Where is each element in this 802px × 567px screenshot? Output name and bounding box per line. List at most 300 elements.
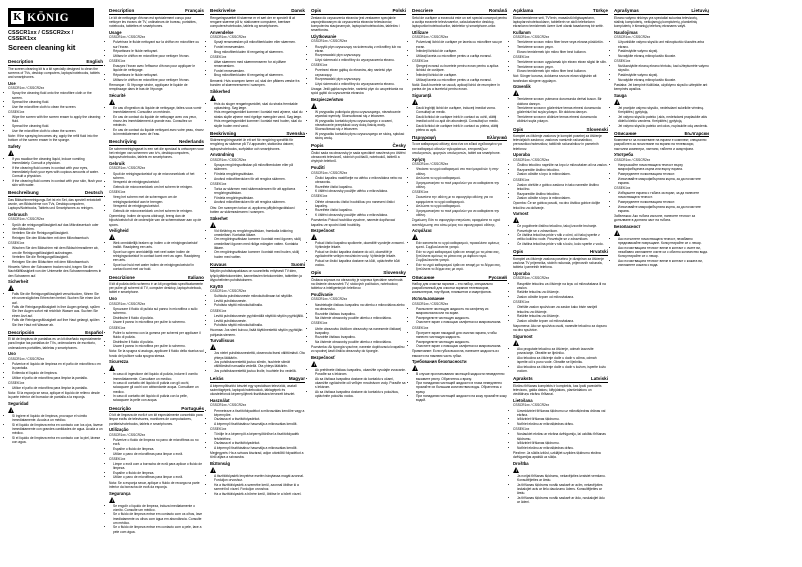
subsection-heading: Sicherheit bbox=[8, 279, 29, 285]
paragraph: CSSCR1xx / CSSCR2xx bbox=[513, 35, 550, 40]
list-item: • Usare il panno in microfibra per pulire lo schermo. bbox=[113, 344, 204, 348]
list-item: • Utilice el paño de microfibra para limpiar la pantalla. bbox=[12, 376, 103, 380]
section-language: Polski bbox=[392, 8, 406, 13]
section-title: Apraksts bbox=[513, 376, 533, 382]
list-item: • Hvis rengøringsmidlet kommer i kontakt med øjnene, skal du straks skylle øjnene med rigelige mængder vand. Søg læge. bbox=[214, 110, 305, 118]
instruction-list bbox=[614, 191, 709, 213]
list-item: • Εάν το υγρό καθαρισμού έρθει σε επαφή με το δέρμα σας, ξεπλύνετε το δέρμα σας με νερό. bbox=[416, 263, 507, 271]
column-2 bbox=[109, 8, 204, 563]
list-item: • Spruzzare il fluido di pulizia sul panno in microfibra o sullo schermo. bbox=[113, 307, 204, 315]
section-language: Magyar bbox=[288, 376, 305, 382]
list-item: • Na čistenie obrazovky použite utierku z mikrovlákna. bbox=[315, 316, 406, 320]
list-item: • Pokud čisticí kapalinu spolknete, okamžitě vyvolejte zvracení. Vyhledejte lékaře. bbox=[315, 241, 406, 249]
subsection-heading: Безопасност bbox=[614, 224, 641, 229]
section-title: Descrizione bbox=[109, 274, 135, 280]
list-item: • Întindeţi lichidul de curăţare. bbox=[416, 73, 507, 77]
paragraph: CSSEK1xx bbox=[8, 380, 25, 385]
list-item: • Gebruik de microvezeldoek om het scherm te reinigen. bbox=[113, 185, 204, 189]
list-item: • Torka av skärmen med skärmraderaren för att applicera rengöringsvätskan. bbox=[214, 187, 305, 195]
list-item: • Veeg het scherm met de schermgum om de reinigingsvloeistof aan te brengen. bbox=[113, 195, 204, 203]
subsection-heading: Uporaba bbox=[513, 152, 530, 158]
subsection-heading: Anvendelse bbox=[210, 29, 234, 35]
list-item: • Falls Sie die Reinigungsflüssigkeit verschlucken, führen Sie ein unverzügliches Erbrechen herbei. Suchen Sie einen Arzt auf. bbox=[12, 292, 103, 305]
paragraph: CSSEK1xx bbox=[109, 325, 126, 330]
section-language: Slovensky bbox=[383, 270, 406, 276]
list-item: • A képernyő tisztításához használja a mikroszálas kendőt. bbox=[214, 446, 305, 450]
list-item: • Utilice el paño de microfibra para limpiar la pantalla. bbox=[12, 386, 103, 390]
list-item: • Nuvalykite ekraną mikropluošto šluoste. bbox=[618, 78, 709, 82]
list-item: • Se o fluido de limpeza entrar em contacto com a pele, lave a pele com água. bbox=[113, 525, 204, 533]
instruction-list bbox=[311, 200, 406, 218]
paragraph: Obs: Om svampen torkar ut, applicera påfyllningsvätskan i botten av skärmraderaren i svampen. bbox=[210, 205, 296, 214]
paragraph: CSSEK1xx bbox=[614, 59, 631, 64]
list-item: • Wek onmiddellijk braken op indien u de reinigingsvloeistof inslikt. Raadpleeg een arts. bbox=[113, 241, 204, 249]
list-item: • Fordel rensevæsken. bbox=[214, 69, 305, 73]
list-item: • Zaslon obrišite z gobico zaslona in tako nanesite čistilno tekočino. bbox=[517, 183, 608, 191]
instruction-list bbox=[412, 195, 507, 217]
column-1 bbox=[8, 8, 103, 563]
paragraph: CSSCR1xx / CSSCR2xx bbox=[513, 276, 550, 281]
instruction-list bbox=[8, 115, 103, 133]
paragraph: The screen cleaning kit is a kit specially designed to clean the screens of TVs, desktop computers, laptops/notebooks, tablets and smartphones. bbox=[8, 66, 100, 79]
instruction-list bbox=[109, 64, 204, 82]
section-header-lv bbox=[513, 376, 608, 383]
warning-triangle-icon: ! bbox=[109, 99, 116, 105]
section-language: Ελληνικά bbox=[486, 134, 507, 140]
section-header-it bbox=[109, 275, 204, 282]
list-item: • Spoel uw ogen onmiddellijk met veel water indien de reinigingsvloeistof in contact komt met uw ogen. Raadpleeg een arts. bbox=[113, 250, 204, 263]
list-item: • Izlīdziniet tīrīšanas šķidrumu. bbox=[517, 441, 608, 445]
list-item: • Utilisez le chiffon en microfibre pour nettoyer l'écran. bbox=[113, 78, 204, 82]
list-item: • En cas de contact du liquide de nettoyage avec vos yeux, rincez-les immédiatement à grande eau. Consultez un médecin. bbox=[113, 115, 204, 128]
list-item: • Rozprowadzić płyn czyszczący. bbox=[315, 77, 406, 81]
instruction-list bbox=[210, 187, 305, 205]
instruction-list bbox=[109, 504, 204, 534]
list-item: • Użyć ściereczki z mikrofibry do wyczyszczenia ekranu. bbox=[315, 82, 406, 86]
language-section-nl bbox=[109, 139, 204, 272]
language-section-hr bbox=[513, 249, 608, 374]
list-item: • Répartissez le fluide nettoyant. bbox=[113, 73, 204, 77]
subsection-heading: Käyttö bbox=[210, 283, 224, 289]
brand-header bbox=[8, 8, 103, 55]
subsection-heading: Siguranţă bbox=[412, 92, 432, 98]
list-item: • Falls die Reinigungsflüssigkeit in Ihre Augen gelangt, spülen Sie Ihre Augen sofort mit reichlich Wasser aus. Suchen Sie einen Arzt auf. bbox=[12, 305, 103, 318]
paragraph: CSSEK1xx bbox=[412, 325, 429, 330]
list-item: • При попадании чистящей жидкости в глаза немедленно промойте их большим количеством воды. Обратитесь к врачу. bbox=[416, 381, 507, 394]
subsection-heading: Bezpečnost bbox=[311, 228, 335, 234]
subsection-heading: Varnost bbox=[513, 211, 529, 217]
instruction-list bbox=[109, 438, 204, 456]
list-item: • Sprøjt rensevæsken på mikrofiberkluden eller skærmen. bbox=[214, 40, 305, 44]
section-header-sk bbox=[311, 270, 406, 277]
language-section-el bbox=[412, 135, 507, 273]
instruction-list bbox=[210, 294, 305, 307]
list-item: • Če čistilna tekočina pride v stik s kožo, kožo sperite z vodo. bbox=[517, 242, 608, 246]
subsection-heading: Lietošana bbox=[513, 397, 533, 403]
list-item: • Spraya rengöringsvätskan på mikrofiberduken eller på skärmen. bbox=[214, 163, 305, 171]
subsection-heading: Utilizare bbox=[412, 29, 429, 35]
subsection-heading: Uso bbox=[8, 351, 16, 357]
paragraph: CSSCR1xx / CSSCR2xx bbox=[311, 39, 348, 44]
list-item: • Rozpylić płyn czyszczący na ściereczkę z mikrofibry lub na ekran. bbox=[315, 45, 406, 53]
list-item: • Przetrzeć ekran gąbką do ekranów, aby nanieść płyn czyszczący. bbox=[315, 68, 406, 76]
instruction-list bbox=[513, 282, 608, 300]
instruction-list bbox=[311, 241, 406, 267]
list-item: • Paskirstykite valymo skystį. bbox=[618, 49, 709, 53]
instruction-list bbox=[311, 327, 406, 345]
language-section-tr bbox=[513, 8, 608, 125]
list-item: • Använd mikrofiberduken för att rengöra skärmen. bbox=[214, 177, 305, 181]
list-item: • Izlīdziniet tīrīšanas šķidrumu. bbox=[517, 417, 608, 421]
list-item: • Zaslon očistite krpom od mikrovlakana. bbox=[517, 319, 608, 323]
column-3 bbox=[210, 8, 305, 563]
instruction-list bbox=[210, 409, 305, 427]
list-item: • Wischen Sie den Bildschirm mit dem Bildschirmradierer ab, um die Reinigungsflüssigkeit aufzutragen. bbox=[12, 246, 103, 254]
warning-triangle-icon: ! bbox=[513, 90, 520, 96]
section-header-bg bbox=[614, 131, 709, 138]
subsection-heading: Использование bbox=[412, 296, 445, 302]
paragraph: CSSCR1xx / CSSCR2xx bbox=[513, 157, 550, 162]
list-item: • Очистите экран с помощью салфетки из микроволокна. bbox=[416, 320, 507, 324]
list-item: • Oszlassa el a tisztítófolyadékot. bbox=[214, 441, 305, 445]
paragraph: Забележка: Ако гъбата изсъхне, нанесете течност за допълване в долната част на гъбата. bbox=[614, 214, 696, 223]
subsection-heading: Gebruik bbox=[109, 160, 125, 166]
list-item: • Распределите чистящую жидкость. bbox=[416, 316, 507, 320]
list-item: • Ha a tisztítófolyadék a szemébe kerül, azonnal öblítse ki a szemét bő vízzel. Forduljon orvoshoz. bbox=[214, 483, 305, 491]
section-header-ro bbox=[412, 8, 507, 15]
instruction-list bbox=[412, 106, 507, 132]
instruction-list bbox=[8, 157, 103, 187]
list-item: • Razporedite čistilno tekočino. bbox=[517, 192, 608, 196]
warning-triangle-icon: ! bbox=[311, 103, 318, 109]
list-item: • Temizleme sıvısını yayın. bbox=[517, 45, 608, 49]
list-item: • K čištění obrazovky použijte utěrku z mikrovlákna. bbox=[315, 213, 406, 217]
column-6 bbox=[513, 8, 608, 563]
instruction-list bbox=[311, 45, 406, 63]
instruction-list bbox=[109, 172, 204, 190]
paragraph: Piezīme: Ja sūklis izžūst, uzklājiet uzpildes šķidrumu ekrāna dzēšgumijas apakšā uz sūkļa. bbox=[513, 451, 601, 460]
section-language: Hrvatski bbox=[589, 249, 608, 255]
list-item: • Ak sa čistiaca kvapalina dostane do kontaktu s pokožkou, opláchnite pokožku vodou. bbox=[315, 390, 406, 398]
list-item: • Ekranı temizlemek için mikro fiber bezi kullanın. bbox=[517, 69, 608, 73]
paragraph: Примечание: Если губка высохла, нанесите жидкость из емкости на нижнюю часть губки. bbox=[412, 349, 499, 358]
list-item: • Напръскайте почистващата течност върху микрофибърната кърпа или върху екрана. bbox=[618, 163, 709, 171]
logo-letter: K bbox=[11, 11, 24, 24]
instruction-list bbox=[210, 314, 305, 327]
list-item: • Wipe the screen with the screen eraser to apply the cleaning fluid. bbox=[12, 115, 103, 123]
instruction-list bbox=[210, 40, 305, 53]
paragraph: CSSCR1xx / CSSCR2xx bbox=[513, 403, 550, 408]
paragraph: CSSEK1xx bbox=[412, 59, 429, 64]
subsection-heading: Ασφάλεια bbox=[412, 228, 432, 234]
subsection-heading: Bezpečnosť bbox=[311, 355, 336, 361]
instruction-list bbox=[109, 372, 204, 402]
list-item: • Temizleme sıvısının cildinize temas etmesi durumunda cildinizi suyla yıkayın. bbox=[517, 115, 608, 123]
section-header-hu bbox=[210, 376, 305, 383]
paragraph: El kit de limpieza de pantallas es un kit diseñado especialmente para limpiar las pantallas de TVs, ordenadores de escritorio, ordenadores portátiles, tabletas y smartphones. bbox=[8, 337, 102, 350]
language-section-hu bbox=[210, 376, 305, 497]
list-item: • Notīriet ekrānu ar mikrošķiedras drānu. bbox=[517, 422, 608, 426]
list-item: • Utrite obrazovku čističom obrazovky na nanesenie čistiacej kvapaliny. bbox=[315, 327, 406, 335]
list-item: • Ja tīrīšanas šķidrums nonāk saskarē ar ādu, noskalojiet ādu ar ūdeni. bbox=[517, 496, 608, 504]
list-item: • Permetezze a tisztítófolyadékot a mikroszálas kendőre vagy a képernyőre. bbox=[214, 409, 305, 417]
paragraph: CSSCR1xx / CSSCR2xx bbox=[614, 157, 651, 162]
subsection-heading: Safety bbox=[8, 143, 21, 149]
list-item: • Usare il panno in microfibra per pulire lo schermo. bbox=[113, 320, 204, 324]
list-item: • Използвайте микрофибърната кърпа, за да почистите екрана. bbox=[618, 177, 709, 185]
list-item: • Utilisez le chiffon en microfibre pour nettoyer l'écran. bbox=[113, 54, 204, 58]
list-item: • Pulverize o fluido de limpeza no pano de microfibras ou no ecrã. bbox=[113, 438, 204, 446]
paragraph: Το κιτ καθαρισμού οθόνης είναι ένα κιτ ειδικά σχεδιασμένο για τον καθαρισμό οθονών τηλεοράσεων, επιτραπέζιων υπολογιστών, φορητών υπολογιστών, tablet και smartphone. bbox=[412, 142, 502, 155]
list-item: • Pulverice el líquido de limpieza en el paño de microfibra o en la pantalla. bbox=[12, 362, 103, 370]
logo-wordmark: KÖNIG bbox=[27, 11, 70, 24]
paragraph: Nota: Se a esponja secar, aplique o fluido de recarga na parte inferior da borracha de ecrã da esponja. bbox=[109, 480, 200, 489]
section-header-fi bbox=[210, 262, 305, 269]
list-item: • Utilize o pano de microfibras para limpar o ecrã. bbox=[113, 452, 204, 456]
warning-triangle-icon: ! bbox=[614, 99, 621, 105]
paragraph: Note: If the spraying becomes dry, apply the refill fluid into the bottom of the screen eraser in the sponge. bbox=[8, 133, 98, 143]
section-title: Beschrijving bbox=[109, 139, 137, 145]
model-numbers: CSSCR1xx / CSSCR2xx / CSSEK1xx bbox=[8, 30, 74, 42]
instruction-list bbox=[8, 246, 103, 264]
list-item: • Spread the cleaning fluid. bbox=[12, 100, 103, 104]
paragraph: Čisticí sada na obrazovky je sada speciálně navržená pro čištění obrazovek televizorů, stolních počítačů, notebooků, tabletů a chytrých telefonů. bbox=[311, 150, 406, 164]
list-item: • Разпределете почистващата течност. bbox=[618, 172, 709, 176]
language-section-es bbox=[8, 330, 103, 446]
instruction-list bbox=[614, 237, 709, 267]
list-item: • Utilize o pano de microfibras para limpar o ecrã. bbox=[113, 475, 204, 479]
section-title: Descripción bbox=[8, 329, 35, 335]
section-header-pt bbox=[109, 406, 204, 413]
list-item: • Čisticí kapalinu nastříkejte na utěrku z mikrovlákna nebo na obrazovku. bbox=[315, 176, 406, 184]
warning-triangle-icon: ! bbox=[8, 150, 15, 156]
list-item: • Använd mikrofiberduken för att rengöra skärmen. bbox=[214, 200, 305, 204]
instruction-list bbox=[513, 60, 608, 73]
instruction-list bbox=[412, 167, 507, 189]
list-item: • Se o fluido de limpeza entrar em contacto com os olhos, lave imediatamente os olhos com água em abundância. Consulte um médico. bbox=[113, 512, 204, 525]
section-title: Opis bbox=[513, 126, 524, 132]
paragraph: CSSEK1xx bbox=[412, 190, 429, 195]
paragraph: CSSCR1xx / CSSCR2xx bbox=[412, 301, 449, 306]
list-item: • Dacă lichidul de curăţare intră în contact cu ochii, clătiţi imediat ochii cu apă din abundenţă. Consultaţi un medic. bbox=[416, 115, 507, 123]
instruction-list bbox=[311, 110, 406, 140]
instruction-list bbox=[109, 462, 204, 480]
list-item: • Pulverizaţi lichid de curăţare pe laveta cu microfibre sau pe ecran. bbox=[416, 40, 507, 48]
warning-triangle-icon: ! bbox=[8, 407, 15, 413]
paragraph: CSSEK1xx bbox=[210, 308, 227, 313]
section-title: Описание bbox=[614, 130, 637, 136]
paragraph: CSSCR1xx / CSSCR2xx bbox=[311, 297, 348, 302]
instruction-list bbox=[210, 432, 305, 450]
paragraph: Hinweis: Wenn der Schwamm trocken wird, tragen Sie die Nachfüllflüssigkeit von der Unterseite des Schwammradierers in den Schwamm auf. bbox=[8, 265, 102, 278]
section-title: Описание bbox=[412, 274, 435, 280]
paragraph: CSSCR1xx / CSSCR2xx bbox=[8, 356, 45, 361]
list-item: • Nušluostykite ekraną ekrano trintuku, kad užteptumėte valymo skysčio. bbox=[618, 64, 709, 72]
list-item: • Ако погълнете почистващата течност, незабавно предизвикайте повръщане. Консултирайте се с лекар. bbox=[618, 237, 709, 245]
list-item: • Čistilno tekočino napršite na krpo iz mikrovlaken ali na zaslon. bbox=[517, 163, 608, 167]
list-item: • Verspreid de reinigingsvloeistof. bbox=[113, 204, 204, 208]
list-item: • Se engolir o líquido de limpeza, induza imediatamente o vómito. Consulte um médico. bbox=[113, 504, 204, 512]
list-item: • При попадании чистящей жидкости на кожу промойте кожу водой. bbox=[416, 394, 507, 402]
list-item: • Distribuire il fluido di pulizia. bbox=[113, 316, 204, 320]
paragraph: Nota: Se la spugna si asciuga, applicare il fluido della ricarica sul fondo del pulitore sulla spugna stessa. bbox=[109, 349, 204, 358]
paragraph: Il kit di pulizia dello schermo è un kit progettato specificatamente per pulire gli schermi di TV, computer desktop, laptop/notebook, tablet e smartphone. bbox=[109, 282, 204, 295]
warning-triangle-icon: ! bbox=[210, 95, 217, 101]
paragraph: Bemærk: Hvis svampen tørrer ud, skal der påføres væske fra bunden af skærmrenseren i svampen. bbox=[210, 78, 300, 87]
instruction-list bbox=[311, 68, 406, 86]
section-title: Beschreibung bbox=[8, 190, 39, 196]
section-title: Aprašymas bbox=[614, 8, 639, 13]
list-item: • Spread the cleaning fluid. bbox=[12, 124, 103, 128]
paragraph: De schermreinigingsset is een set die speciaal is ontworpen voor het reinigen van schermen van tv's, desktopcomputers, laptops/notebooks, tablets en smartphones. bbox=[109, 146, 204, 160]
subsection-heading: Uso bbox=[109, 296, 117, 302]
subsection-heading: Требования безопасности bbox=[412, 359, 467, 365]
list-item: • Dacă lichidul de curăţare intră în contact cu pielea, clătiţi pielea cu apă. bbox=[416, 124, 507, 132]
instruction-list bbox=[8, 91, 103, 109]
section-language: Dansk bbox=[291, 8, 305, 13]
list-item: • Om rengöringsvätskan kommer i kontakt med huden, skölj huden med vatten. bbox=[214, 250, 305, 258]
list-item: • Puhdista näyttö mikrokuituliinalla. bbox=[214, 323, 305, 327]
list-item: • Raširite tekućinu za čišćenje. bbox=[517, 290, 608, 294]
list-item: • If you swallow the cleaning liquid, induce vomiting immediately. Consult a physician. bbox=[12, 157, 103, 165]
subsection-heading: Sicurezza bbox=[109, 359, 129, 365]
section-header-cs bbox=[311, 143, 406, 150]
paragraph: Комплектът за почистване на екрани е комплект, специално разработен за почистване на екрани на телевизори, настолни компютри, лаптопи, таблети и смартфони. bbox=[614, 138, 707, 151]
subsection-heading: Naudojimas bbox=[614, 29, 638, 35]
subsection-heading: Veiligheid bbox=[109, 228, 129, 234]
list-item: • Raspršite tekućinu za čišćenje na krpu od mikrovlakana ili na zaslon. bbox=[517, 282, 608, 290]
list-item: • Notīriet ekrānu ar mikrošķiedras drānu. bbox=[517, 446, 608, 450]
subsection-heading: Segurança bbox=[109, 490, 131, 496]
list-item: • Om rengöringsvätskan kommer i kontakt med ögonen, skölj omedelbart ögonen med rikliga mängder vatten. Kontakta läkare. bbox=[214, 237, 305, 250]
paragraph: Megjegyzés: Ha a szivacs kiszárad, adjon utántöltő folyadékot a törlő aljára a szivacsba. bbox=[210, 451, 304, 460]
list-item: • Jei prarijote valymo skysčio, nedelsdami sukelkite vėmimą. Kreipkitės į gydytoją. bbox=[618, 106, 709, 114]
paragraph: CSSEK1xx bbox=[210, 54, 227, 59]
language-section-ru bbox=[412, 275, 507, 404]
subsection-heading: Säkerhet bbox=[210, 215, 228, 221]
list-item: • Paskirstykite valymo skystį. bbox=[618, 73, 709, 77]
warning-triangle-icon: ! bbox=[210, 467, 217, 473]
instruction-list bbox=[311, 303, 406, 321]
list-item: • Fördela rengöringsvätskan. bbox=[214, 196, 305, 200]
list-item: • Spray the cleaning fluid onto the microfibre cloth or the screen. bbox=[12, 91, 103, 99]
column-5 bbox=[412, 8, 507, 563]
list-item: • Vid förtäring av rengöringsvätskan, framkalla kräkning omedelbart. Kontakta läkare. bbox=[214, 229, 305, 237]
paragraph: CSSEK1xx bbox=[513, 300, 530, 305]
instruction-list bbox=[513, 305, 608, 323]
list-item: • Απλώστε το υγρό καθαρισμού. bbox=[416, 204, 507, 208]
language-section-sk bbox=[311, 270, 406, 399]
list-item: • Levitä puhdistusneste pyyhkimällä näyttöä näytön pyyhkijällä. bbox=[214, 314, 305, 318]
list-item: • Ak prehltnete čistiacu kvapalinu, okamžite vyvolajte zvracanie. Poraďte sa s lekárom. bbox=[315, 368, 406, 376]
subsection-heading: Sauga bbox=[614, 92, 627, 98]
language-section-sv bbox=[210, 131, 305, 260]
list-item: • Ако почистващата течност влезе в контакт с кожата ви, изплакнете кожата с вода. bbox=[618, 259, 709, 267]
subsection-heading: Güvenlik bbox=[513, 84, 531, 90]
list-item: • Ja norijat tīrīšanas šķidrumu, nekavējoties izraisiet vemšanu. Konsultējieties ar ārstu. bbox=[517, 474, 608, 482]
subsection-heading: Používanie bbox=[311, 291, 333, 297]
list-item: • Espalhe o fluido de limpeza. bbox=[113, 447, 204, 451]
list-item: • Si ingiere el líquido de limpieza, provoque el vómito inmediatamente. Acuda a un médico. bbox=[12, 414, 103, 422]
subsection-heading: Användning bbox=[210, 152, 235, 158]
list-item: • W przypadku kontaktu płynu czyszczącego ze skórą, spłukać skórę wodą. bbox=[315, 132, 406, 140]
paragraph: Zestaw do czyszczenia ekranów jest zestawem specjalnie zaprojektowanym do czyszczenia ekranów telewizorów, komputerów stacjonarnych, laptopów/notebooków, tabletów i smartfonów. bbox=[311, 15, 400, 33]
list-item: • Απλώστε το υγρό καθαρισμού. bbox=[416, 176, 507, 180]
instruction-list bbox=[614, 64, 709, 82]
list-item: • A képernyő tisztításához használja a mikroszálas kendőt. bbox=[214, 422, 305, 426]
column-4 bbox=[311, 8, 406, 563]
list-item: • Si el líquido de limpieza entra en contacto con los ojos, lávese inmediatamente con grandes cantidades de agua. Acuda a un médico. bbox=[12, 423, 103, 436]
list-item: • W przypadku kontaktu płynu czyszczącego z oczami, niezwłocznie przepłukać oczy dużą ilością wody. Skonsultować się z lekarzem. bbox=[315, 119, 406, 132]
subsection-heading: Turvallisuus bbox=[210, 338, 235, 344]
list-item: • Temizleme sıvısını mikro fiber beze veya ekrana püskürtün. bbox=[517, 40, 608, 44]
instruction-list bbox=[513, 40, 608, 53]
warning-triangle-icon: ! bbox=[109, 365, 116, 371]
list-item: • Zaslon očistite s krpo iz mikrovlaken. bbox=[517, 172, 608, 176]
list-item: • Εάν το υγρό καθαρισμού έρθει σε επαφή με τα μάτια σας, ξεπλύνετε αμέσως τα μάτια σας με άφθονο νερό. Συμβουλευτείτε γιατρό. bbox=[416, 250, 507, 263]
list-item: • Užpurkškite valymo skysčio ant mikropluošto šluostės arba ekrano. bbox=[618, 40, 709, 48]
list-item: • Brug mikrofiberkluden til rengøring af skærmen. bbox=[214, 73, 305, 77]
list-item: • Reinigen Sie den Bildschirm mit dem Mikrofasertuch. bbox=[12, 260, 103, 264]
section-title: Descrição bbox=[109, 405, 131, 411]
language-section-da bbox=[210, 8, 305, 129]
list-item: • Temizleme sıvısını yutmanız durumunda derhal kusun. Bir doktora danışın. bbox=[517, 97, 608, 105]
list-item: • Протрите экран насадкой для очистки экрана, чтобы нанести чистящую жидкость. bbox=[416, 331, 507, 339]
paragraph: CSSCR1xx / CSSCR2xx bbox=[109, 432, 146, 437]
subsection-heading: Użytkowanie bbox=[311, 33, 337, 39]
list-item: • Si el líquido de limpieza entra en contacto con la piel, lávese con agua. bbox=[12, 436, 103, 444]
subsection-heading: Biztonság bbox=[210, 461, 231, 466]
paragraph: Opomba: Če se gobica posuši, na dno čistilca gobice dolijte tekočino za dolivanje. bbox=[513, 201, 601, 210]
language-section-sl bbox=[513, 127, 608, 248]
list-item: • Pulire lo schermo con la gomma per schermi per applicare il fluido di pulizia. bbox=[113, 331, 204, 339]
list-item: • Fördela rengöringsvätskan. bbox=[214, 172, 305, 176]
paragraph: CSSEK1xx bbox=[109, 190, 126, 195]
warning-triangle-icon: ! bbox=[412, 365, 419, 371]
list-item: • Ako progutate tekućinu za čišćenje, odmah izazovite povraćanje. Obratite se liječniku. bbox=[517, 347, 608, 355]
paragraph: Pastaba: Jei kempinė išdžiūsta, užpildymo skysčio užtepkite ant kempinės apačios. bbox=[614, 82, 708, 92]
paragraph: CSSEK1xx bbox=[513, 427, 530, 432]
list-item: • Verteilen Sie die Reinigungsflüssigkeit. bbox=[12, 231, 103, 235]
list-item: • A tisztítófolyadék lenyelése esetén hánytassa magát azonnal. Forduljon orvoshoz. bbox=[214, 474, 305, 482]
list-item: • Distribuire il fluido di pulizia. bbox=[113, 340, 204, 344]
list-item: • Razporedite čistilno tekočino. bbox=[517, 168, 608, 172]
section-header-ru bbox=[412, 275, 507, 282]
language-section-en bbox=[8, 59, 103, 188]
paragraph: CSSEK1xx bbox=[109, 59, 126, 64]
paragraph: Huomaa: Jos sieni kuivuu, lisää täyttönestettä näytön pyyhkijän pohjasta sieneen. bbox=[210, 328, 303, 337]
section-header-pl bbox=[311, 8, 406, 15]
list-item: • Ako tekućina za čišćenje dođe u dodir s očima, odmah isperite oči s puno vode. Obratite se liječniku. bbox=[517, 356, 608, 364]
section-language: Русский bbox=[488, 274, 507, 280]
paragraph: Poznámka: Ak špongia vyschne, naneste doplňovaciu kvapalinu zo spodnej časti čističa obrazovky do špongie. bbox=[311, 345, 405, 354]
column-8 bbox=[715, 8, 802, 563]
paragraph: CSSCR1xx / CSSCR2xx bbox=[412, 162, 449, 167]
warning-triangle-icon: ! bbox=[109, 497, 116, 503]
warning-triangle-icon: ! bbox=[210, 222, 217, 228]
instruction-list bbox=[412, 40, 507, 58]
list-item: • Zaslon očistite s krpo iz mikrovlaken. bbox=[517, 196, 608, 200]
list-item: • Use the microfibre cloth to clean the screen. bbox=[12, 105, 103, 109]
list-item: • Temizleme sıvısını uygulamak için ekranı ekran silgisi ile silin. bbox=[517, 60, 608, 64]
warning-triangle-icon: ! bbox=[8, 285, 15, 291]
list-item: • Rozetřete čisticí kapalinu. bbox=[315, 185, 406, 189]
list-item: • Verspreid de reinigingsvloeistof. bbox=[113, 180, 204, 184]
list-item: • Nuvalykite ekraną mikropluošto šluoste. bbox=[618, 54, 709, 58]
instruction-list bbox=[210, 229, 305, 259]
paragraph: Poznámka: Pokud houbička vyschne, naneste doplňovací kapalinu ze spodní části houbičky. bbox=[311, 218, 396, 227]
list-item: • Распылите чистящую жидкость на салфетку из микроволокна или на экран. bbox=[416, 307, 507, 315]
